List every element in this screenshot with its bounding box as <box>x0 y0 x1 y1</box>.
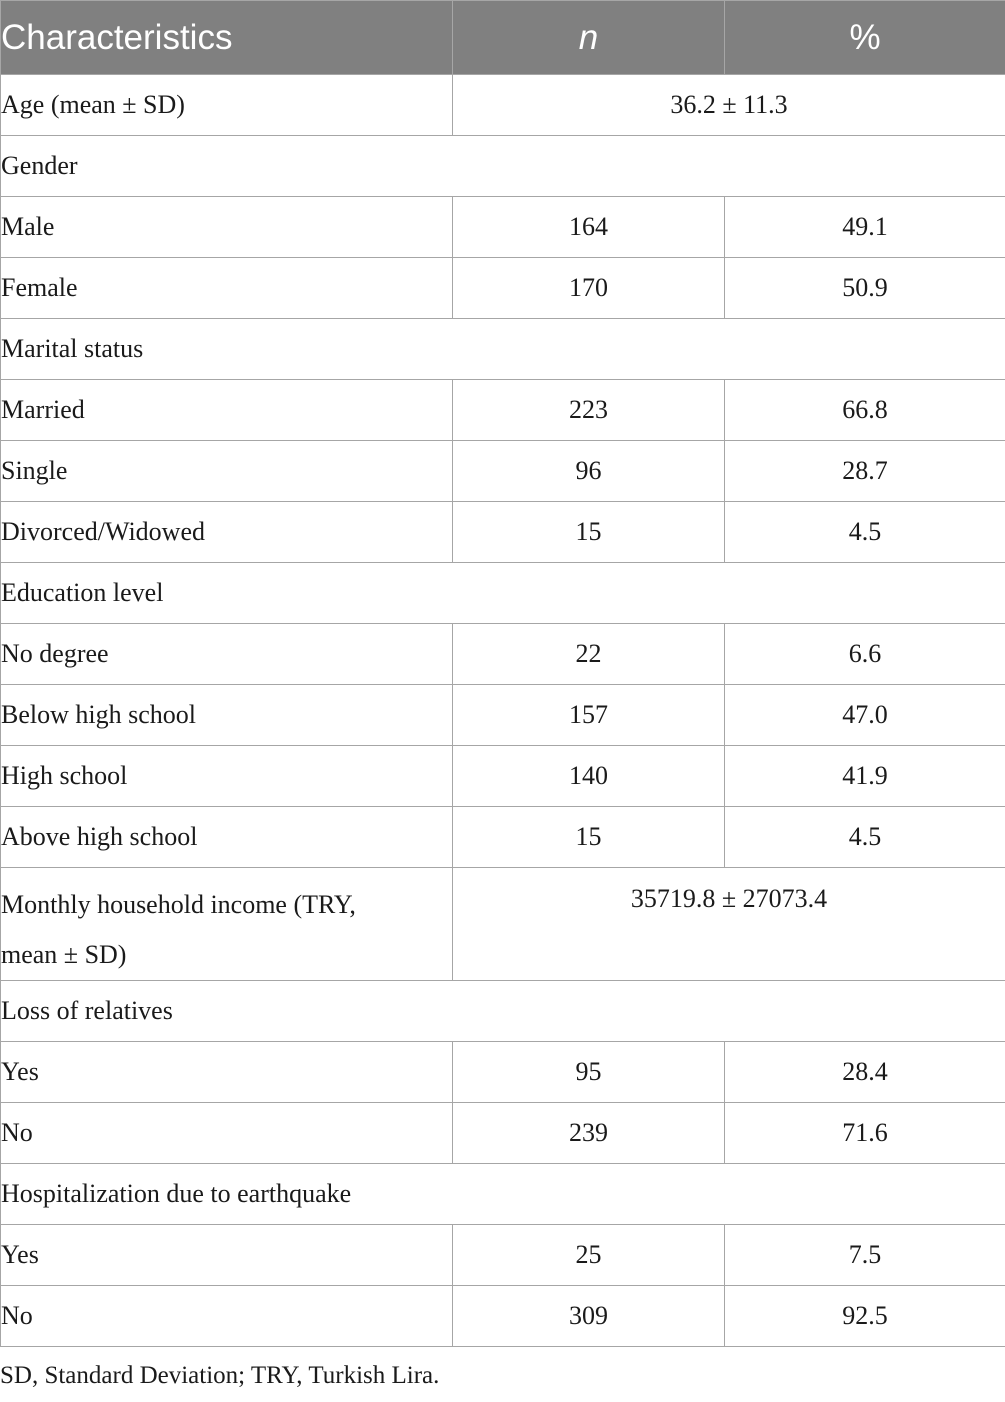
row-n: 157 <box>453 685 725 746</box>
row-n: 96 <box>453 441 725 502</box>
row-n: 140 <box>453 746 725 807</box>
income-label-line2: mean ± SD) <box>1 940 127 969</box>
row-label: Divorced/Widowed <box>1 502 453 563</box>
row-pct: 28.4 <box>725 1042 1005 1103</box>
row-label: Married <box>1 380 453 441</box>
table-row <box>1 258 1005 319</box>
row-n: 25 <box>453 1225 725 1286</box>
row-label: Male <box>1 197 453 258</box>
table-row <box>1 807 1005 868</box>
table-row <box>1 1103 1005 1164</box>
row-pct: 4.5 <box>725 502 1005 563</box>
section-row-loss <box>1 981 1005 1042</box>
table-row <box>1 746 1005 807</box>
row-n: 164 <box>453 197 725 258</box>
row-n: 170 <box>453 258 725 319</box>
row-label: High school <box>1 746 453 807</box>
row-label: No degree <box>1 624 453 685</box>
row-pct: 6.6 <box>725 624 1005 685</box>
row-value: 36.2 ± 11.3 <box>453 75 1005 136</box>
row-label: Age (mean ± SD) <box>1 75 453 136</box>
table-row-income <box>1 868 1005 981</box>
row-pct: 7.5 <box>725 1225 1005 1286</box>
row-pct: 49.1 <box>725 197 1005 258</box>
section-label: Loss of relatives <box>1 981 1005 1042</box>
row-label: Below high school <box>1 685 453 746</box>
section-row-marital <box>1 319 1005 380</box>
row-pct: 47.0 <box>725 685 1005 746</box>
row-label: No <box>1 1103 453 1164</box>
table-row <box>1 624 1005 685</box>
row-pct: 4.5 <box>725 807 1005 868</box>
row-label: No <box>1 1286 453 1347</box>
row-pct: 50.9 <box>725 258 1005 319</box>
section-row-education <box>1 563 1005 624</box>
row-label: Female <box>1 258 453 319</box>
table-row <box>1 1042 1005 1103</box>
table-row <box>1 685 1005 746</box>
row-n: 309 <box>453 1286 725 1347</box>
row-label: Above high school <box>1 807 453 868</box>
row-n: 15 <box>453 807 725 868</box>
header-percent: % <box>725 1 1005 75</box>
header-n: n <box>453 1 725 75</box>
row-label <box>1 868 453 981</box>
table-row-age <box>1 75 1005 136</box>
section-label: Hospitalization due to earthquake <box>1 1164 1005 1225</box>
row-label: Yes <box>1 1225 453 1286</box>
section-row-hospitalization <box>1 1164 1005 1225</box>
table-row <box>1 1286 1005 1347</box>
row-label: Yes <box>1 1042 453 1103</box>
row-pct: 41.9 <box>725 746 1005 807</box>
table-footnote: SD, Standard Deviation; TRY, Turkish Lira. <box>0 1362 440 1389</box>
row-n: 223 <box>453 380 725 441</box>
section-row-gender <box>1 136 1005 197</box>
row-pct: 28.7 <box>725 441 1005 502</box>
section-label: Education level <box>1 563 1005 624</box>
row-pct: 66.8 <box>725 380 1005 441</box>
table-row <box>1 502 1005 563</box>
table-header-row <box>1 1 1005 75</box>
row-n: 95 <box>453 1042 725 1103</box>
table-row <box>1 441 1005 502</box>
row-pct: 92.5 <box>725 1286 1005 1347</box>
row-n: 15 <box>453 502 725 563</box>
row-n: 22 <box>453 624 725 685</box>
income-label-line1: Monthly household income (TRY, <box>1 890 356 919</box>
row-value: 35719.8 ± 27073.4 <box>453 868 1005 981</box>
row-n: 239 <box>453 1103 725 1164</box>
row-label: Single <box>1 441 453 502</box>
header-characteristics: Characteristics <box>1 1 453 75</box>
table-row <box>1 197 1005 258</box>
row-pct: 71.6 <box>725 1103 1005 1164</box>
table-row <box>1 380 1005 441</box>
section-label: Gender <box>1 136 1005 197</box>
section-label: Marital status <box>1 319 1005 380</box>
table-row <box>1 1225 1005 1286</box>
